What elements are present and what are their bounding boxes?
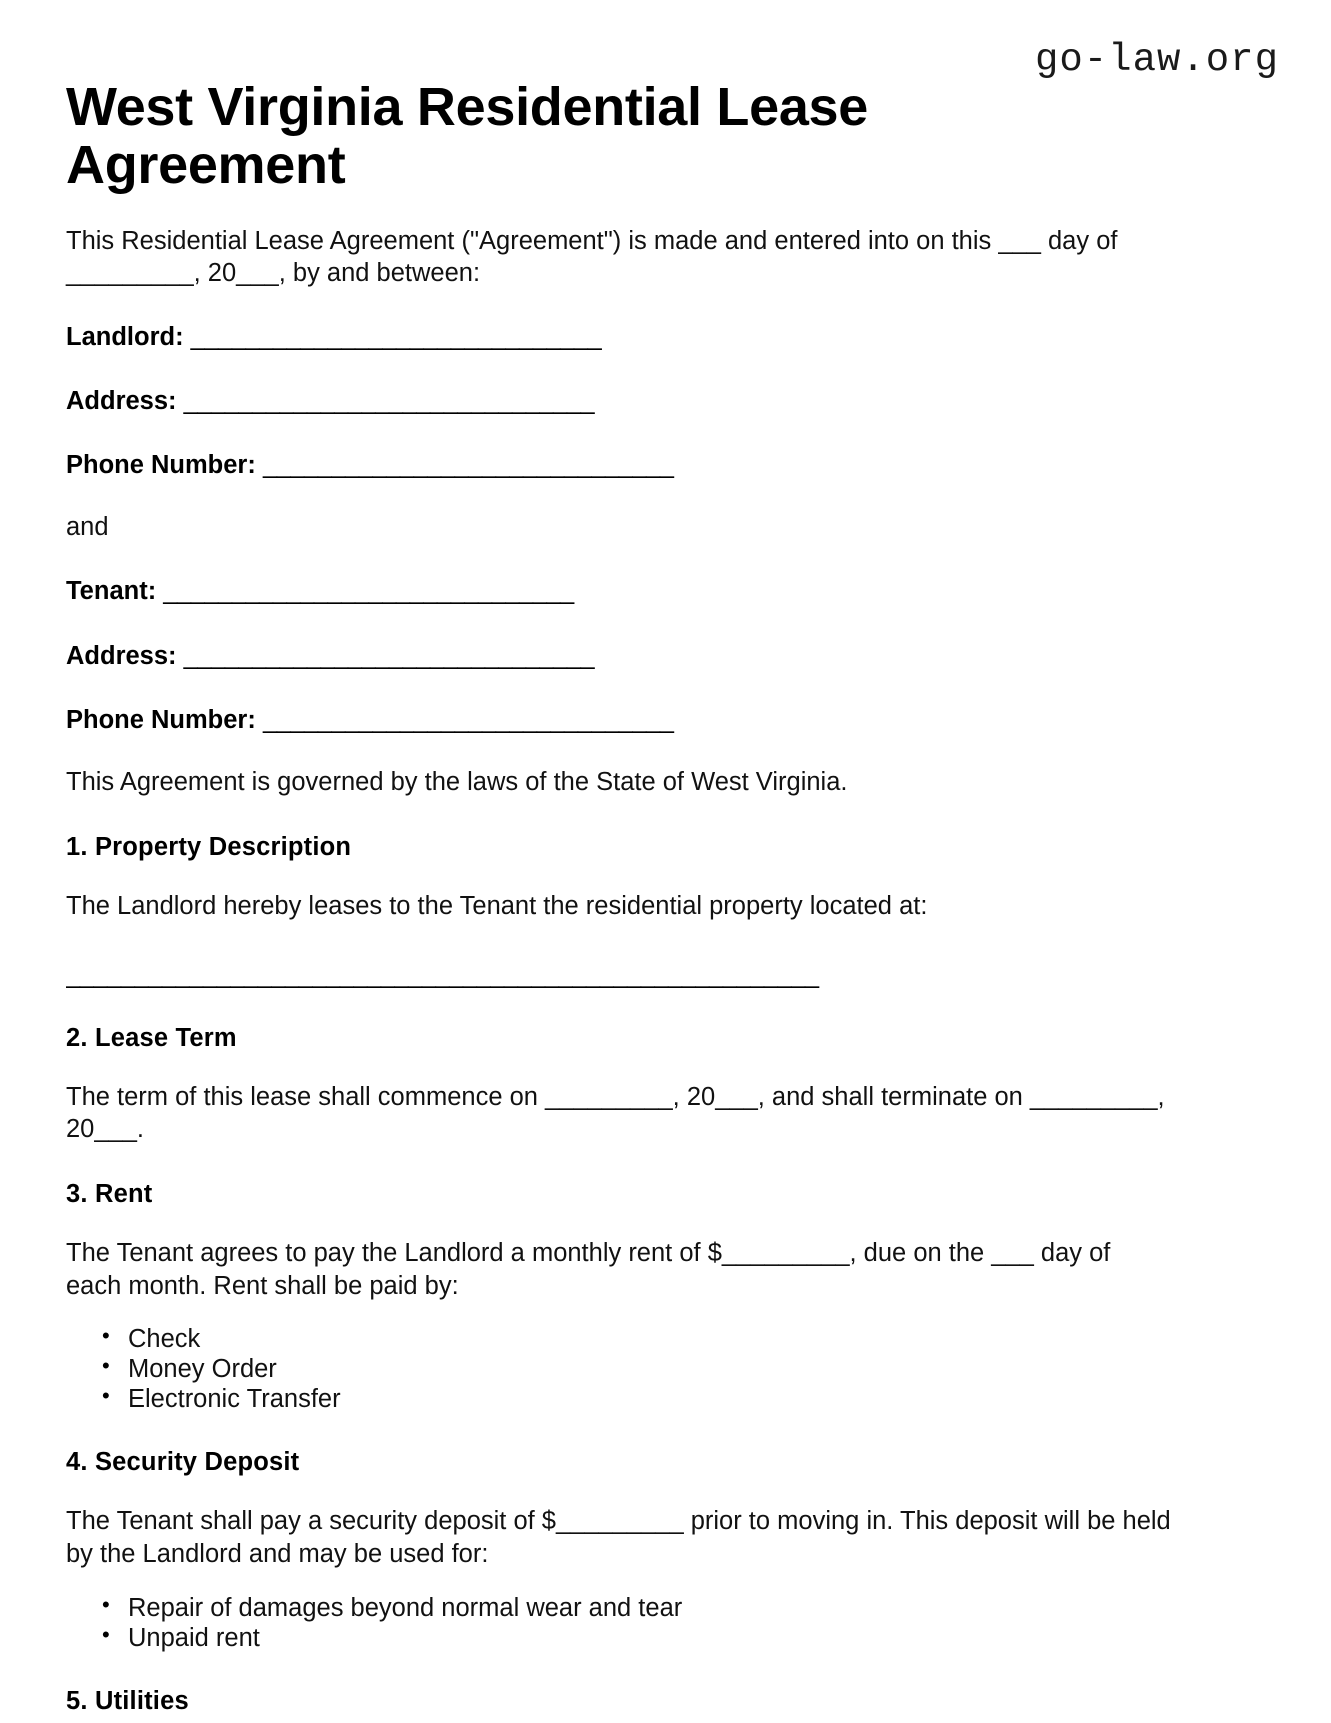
tenant-address-field: [66, 640, 1171, 673]
page-title: West Virginia Residential Lease Agreement: [66, 77, 869, 196]
section-heading-security-deposit: 4. Security Deposit: [66, 1448, 300, 1477]
document-content: [66, 78, 1171, 1716]
landlord-phone-label: Phone Number:: [66, 451, 256, 480]
landlord-address-field: [66, 385, 1171, 418]
landlord-name-label: Landlord:: [66, 322, 184, 351]
section-body-property-description: The Landlord hereby leases to the Tenant the residential property located at:: [66, 892, 928, 920]
landlord-phone-blank[interactable]: ______________________________: [262, 451, 674, 480]
section-heading-rent: 3. Rent: [66, 1179, 153, 1208]
intro-paragraph: This Residential Lease Agreement ("Agreement") is made and entered into on this ___ day of _________, 20___, by and between:: [66, 226, 1118, 288]
section-heading-property-description: 1. Property Description: [66, 833, 352, 861]
list-item: • Check: [128, 1324, 1171, 1354]
tenant-name-field: [66, 575, 1171, 608]
tenant-phone-label: Phone Number:: [66, 705, 256, 734]
tenant-address-blank[interactable]: ______________________________: [183, 641, 595, 670]
rent-payment-methods-list: [66, 1324, 1171, 1414]
property-address-blank[interactable]: _______________________________________________________: [66, 960, 819, 989]
landlord-phone-field: [66, 449, 1171, 482]
section-body-lease-term: The term of this lease shall commence on _________, 20___, and shall terminate on _________, 20___.: [66, 1082, 1165, 1144]
list-item: • Electronic Transfer: [128, 1384, 1171, 1414]
list-item: • Repair of damages beyond normal wear and tear: [128, 1593, 1171, 1623]
landlord-name-blank[interactable]: ______________________________: [190, 322, 602, 351]
section-body-rent: The Tenant agrees to pay the Landlord a monthly rent of $_________, due on the ___ day of each month. Rent shall be paid by:: [66, 1238, 1111, 1300]
governing-law-statement: This Agreement is governed by the laws of the State of West Virginia.: [66, 767, 848, 796]
section-body-security-deposit: The Tenant shall pay a security deposit of $_________ prior to moving in. This deposit will be held by the Landlord and may be used for:: [66, 1507, 1171, 1568]
tenant-phone-field: [66, 704, 1171, 737]
tenant-phone-blank[interactable]: ______________________________: [262, 705, 674, 734]
tenant-name-blank[interactable]: ______________________________: [163, 577, 574, 606]
tenant-name-label: Tenant:: [66, 577, 157, 606]
security-deposit-uses-list: [66, 1593, 1171, 1653]
section-heading-utilities: 5. Utilities: [66, 1686, 189, 1715]
landlord-address-label: Address:: [66, 387, 177, 416]
list-item: • Unpaid rent: [128, 1623, 1171, 1653]
parties-conjunction: and: [66, 513, 109, 542]
landlord-address-blank[interactable]: ______________________________: [183, 387, 595, 416]
landlord-name-field: [66, 321, 1171, 354]
list-item: • Money Order: [128, 1354, 1171, 1384]
section-heading-lease-term: 2. Lease Term: [66, 1023, 237, 1052]
tenant-address-label: Address:: [66, 641, 177, 670]
site-watermark: go-law.org: [1034, 38, 1279, 82]
